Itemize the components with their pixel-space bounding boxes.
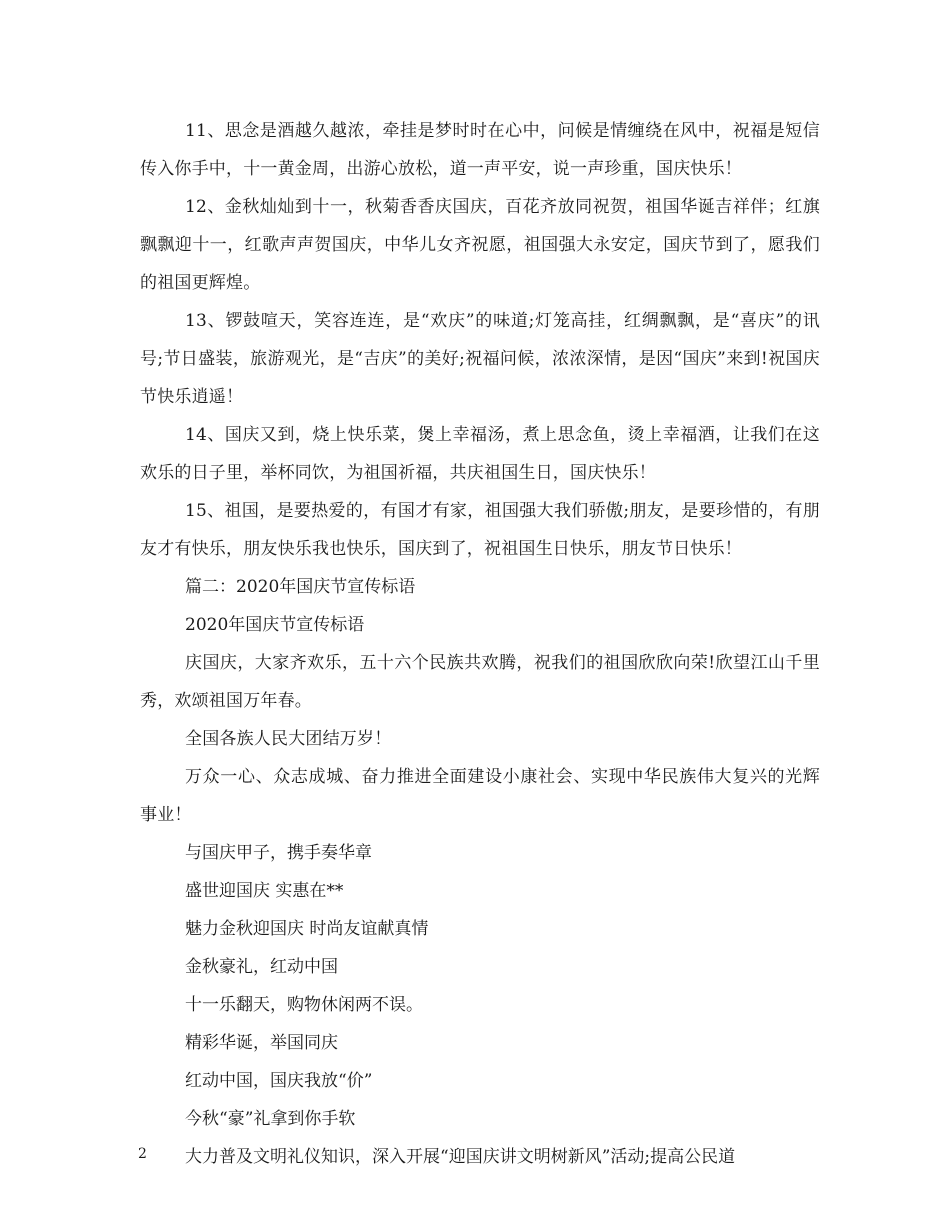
slogan-line: 今秋“豪”礼拿到你手软 (185, 1109, 356, 1129)
slogan-line: 金秋豪礼，红动中国 (185, 957, 338, 977)
paragraph-15: 15、祖国，是要热爱的，有国才有家，祖国强大我们骄傲;朋友，是要珍惜的，有朋友才有快乐，朋友快乐我也快乐，国庆到了，祝祖国生日快乐，朋友节日快乐！ (140, 501, 820, 559)
slogan-line: 与国庆甲子，携手奏华章 (185, 843, 372, 863)
slogan-line: 十一乐翻天，购物休闲两不误。 (185, 995, 423, 1015)
paragraph-13: 13、锣鼓喧天，笑容连连，是“欢庆”的味道;灯笼高挂，红绸飘飘，是“喜庆”的讯号;节日盛装，旅游观光，是“吉庆”的美好;祝福问候，浓浓深情，是因“国庆”来到!祝国庆节快乐逍遥！ (140, 311, 820, 407)
slogan-line: 红动中国，国庆我放“价” (185, 1071, 373, 1091)
section-heading: 篇二：2020年国庆节宣传标语 (185, 577, 416, 597)
slogan-line: 盛世迎国庆 实惠在** (185, 881, 344, 901)
slogan-line: 魅力金秋迎国庆 时尚友谊献真情 (185, 919, 429, 939)
paragraph-14: 14、国庆又到，烧上快乐菜，煲上幸福汤，煮上思念鱼，烫上幸福酒，让我们在这欢乐的日子里，举杯同饮，为祖国祈福，共庆祖国生日，国庆快乐！ (140, 425, 820, 483)
slogan-paragraph: 全国各族人民大团结万岁！ (185, 729, 392, 749)
slogan-line: 精彩华诞，举国同庆 (185, 1033, 338, 1053)
paragraph-11: 11、思念是酒越久越浓，牵挂是梦时时在心中，问候是情缠绕在风中，祝福是短信传入你手中，十一黄金周，出游心放松，道一声平安，说一声珍重，国庆快乐！ (140, 121, 820, 179)
subheading: 2020年国庆节宣传标语 (185, 615, 365, 635)
document-body (140, 112, 820, 1176)
slogan-paragraph: 万众一心、众志成城、奋力推进全面建设小康社会、实现中华民族伟大复兴的光辉事业！ (140, 767, 820, 825)
last-paragraph: 大力普及文明礼仪知识，深入开展“迎国庆讲文明树新风”活动;提高公民道 (185, 1147, 736, 1167)
slogan-paragraph: 庆国庆，大家齐欢乐，五十六个民族共欢腾，祝我们的祖国欣欣向荣!欣望江山千里秀，欢颂祖国万年春。 (140, 653, 820, 711)
page-number: 2 (138, 1146, 147, 1162)
paragraph-12: 12、金秋灿灿到十一，秋菊香香庆国庆，百花齐放同祝贺，祖国华诞吉祥伴；红旗飘飘迎十一，红歌声声贺国庆，中华儿女齐祝愿，祖国强大永安定，国庆节到了，愿我们的祖国更辉煌。 (140, 197, 820, 293)
